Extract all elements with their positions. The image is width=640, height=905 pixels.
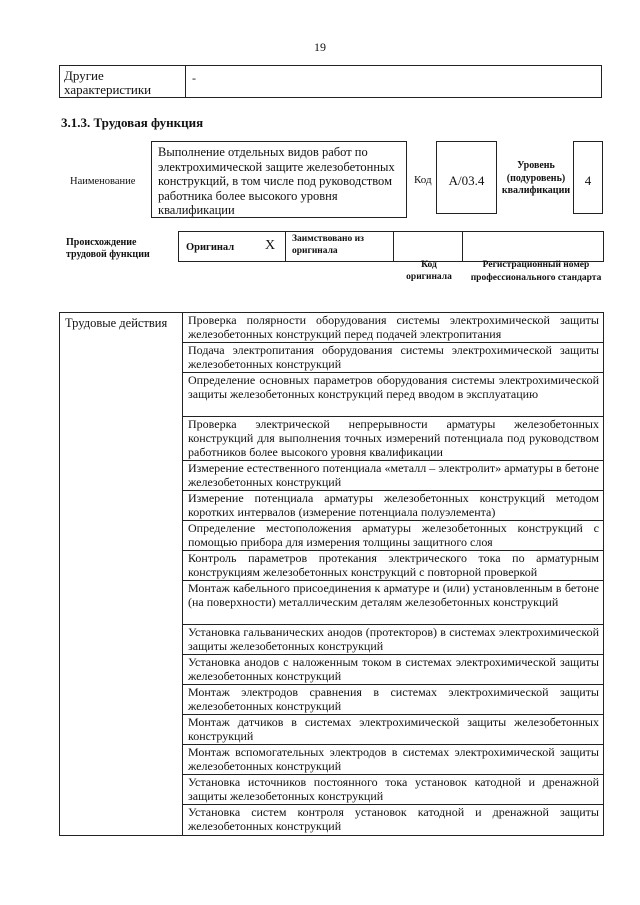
labor-action-item: Монтаж вспомогательных электродов в системах электрохимической защиты железобетонных конструкций bbox=[183, 745, 603, 775]
origin-label bbox=[66, 237, 150, 261]
qualification-level-box bbox=[573, 141, 603, 214]
labor-action-item: Монтаж кабельного присоединения к арматуре и (или) установленным в бетоне (на поверхности) металлическим деталям железобетонных конструкций bbox=[183, 581, 603, 625]
labor-action-item: Монтаж электродов сравнения в системах электрохимической защиты железобетонных конструкций bbox=[183, 685, 603, 715]
labor-actions-header: Трудовые действия bbox=[65, 316, 168, 330]
table-divider bbox=[185, 66, 186, 97]
function-name-label: Наименование bbox=[70, 176, 136, 187]
labor-action-item: Контроль параметров протекания электрического тока по арматурным конструкциям железобетонных конструкций с повторной проверкой bbox=[183, 551, 603, 581]
labor-action-item: Подача электропитания оборудования системы электрохимической защиты железобетонных конструкций bbox=[183, 343, 603, 373]
labor-action-item: Определение основных параметров оборудования системы электрохимической защиты железобетонных конструкций перед вводом в эксплуатацию bbox=[183, 373, 603, 417]
origin-borrowed-label: Заимствовано из оригинала bbox=[292, 234, 364, 256]
section-title: 3.1.3. Трудовая функция bbox=[61, 115, 204, 130]
function-name-box bbox=[151, 141, 407, 218]
function-code-box bbox=[436, 141, 497, 214]
origin-divider bbox=[285, 232, 286, 261]
origin-original-label: Оригинал bbox=[186, 242, 235, 253]
labor-actions-list bbox=[183, 313, 603, 835]
labor-action-item: Установка источников постоянного тока установок катодной и дренажной защиты железобетонных конструкций bbox=[183, 775, 603, 805]
other-characteristics-table bbox=[59, 65, 602, 98]
origin-label-line2: трудовой функции bbox=[66, 249, 150, 260]
origin-divider bbox=[393, 232, 394, 261]
labor-action-item: Монтаж датчиков в системах электрохимической защиты железобетонных конструкций bbox=[183, 715, 603, 745]
labor-action-item: Установка систем контроля установок катодной и дренажной защиты железобетонных конструкций bbox=[188, 805, 599, 834]
labor-action-item: Установка анодов с наложенным током в системах электрохимической защиты железобетонных конструкций bbox=[183, 655, 603, 685]
function-code-label: Код bbox=[414, 174, 432, 186]
origin-divider bbox=[462, 232, 463, 261]
origin-table bbox=[178, 231, 604, 262]
labor-action-item: Определение местоположения арматуры железобетонных конструкций с помощью прибора для измерения толщины защитного слоя bbox=[183, 521, 603, 551]
origin-label-line1: Происхождение bbox=[66, 237, 137, 248]
labor-action-item: Измерение естественного потенциала «металл – электролит» арматуры в бетоне железобетонных конструкций bbox=[183, 461, 603, 491]
origin-original-mark: X bbox=[265, 238, 276, 253]
page-number: 19 bbox=[314, 40, 326, 54]
function-name: Выполнение отдельных видов работ по электрохимической защите железобетонных конструкций, в том числе под руководством работника более высокого уровня квалификации bbox=[158, 145, 395, 217]
labor-action-item: Проверка электрической непрерывности арматуры железобетонных конструкций для выполнения точных измерений потенциала под руководством работников более высокого уровня квалификации bbox=[183, 417, 603, 461]
labor-action-item: Проверка полярности оборудования системы электрохимической защиты железобетонных конструкций перед подачей электропитания bbox=[183, 313, 603, 343]
labor-action-item: Установка гальванических анодов (протекторов) в системах электрохимической защиты железобетонных конструкций bbox=[183, 625, 603, 655]
registration-number-label: Регистрационный номер профессионального стандарта bbox=[470, 260, 602, 283]
qualification-level: 4 bbox=[584, 173, 592, 188]
labor-actions-table bbox=[59, 312, 604, 836]
labor-action-item: Измерение потенциала арматуры железобетонных конструкций методом коротких интервалов (измерение потенциала полуэлемента) bbox=[183, 491, 603, 521]
qualification-level-label: Уровень (подуровень) квалификации bbox=[501, 160, 571, 196]
function-code: A/03.4 bbox=[448, 173, 485, 188]
other-characteristics-value: - bbox=[192, 71, 196, 85]
other-characteristics-label: Другие характеристики bbox=[64, 68, 152, 97]
original-code-label: Код оригинала bbox=[406, 260, 452, 282]
